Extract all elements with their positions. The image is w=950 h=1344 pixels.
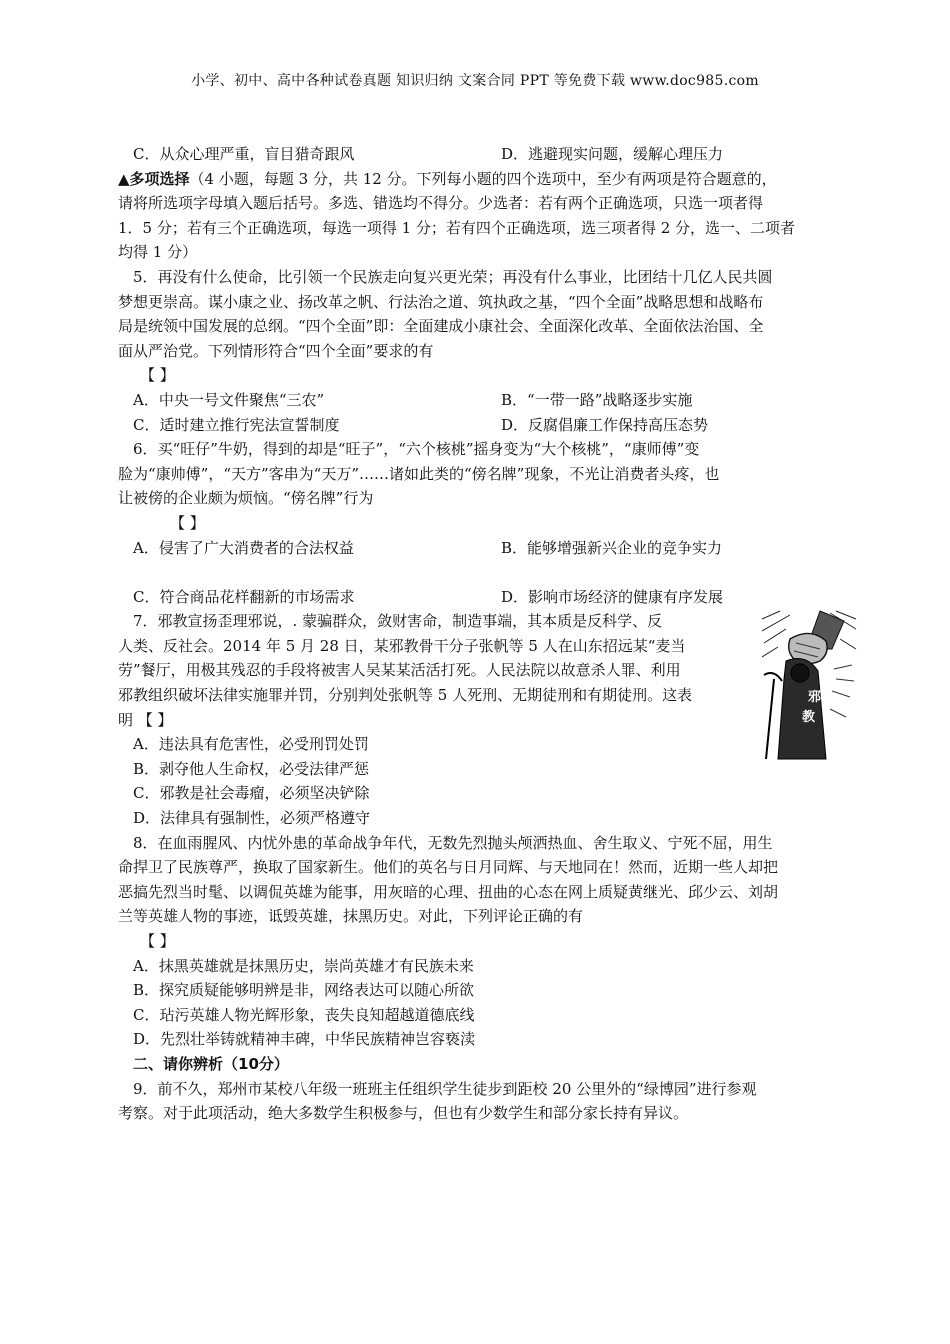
q4-option-d: D．逃避现实问题，缓解心理压力	[501, 145, 724, 163]
q7-option-c: C．邪教是社会毒瘤，必须坚决铲除	[133, 784, 370, 803]
q8-answer-bracket[interactable]: 【 】	[140, 932, 175, 950]
q5-stem-4: 面从严治党。下列情形符合“四个全面”要求的有	[118, 341, 434, 360]
q7-block	[118, 609, 858, 830]
page-header: 小学、初中、高中各种试卷真题 知识归纳 文案合同 PPT 等免费下载 www.doc985.com	[191, 73, 759, 89]
q6-stem-1: 6．买“旺仔”牛奶，得到的却是“旺子”，“六个核桃”摇身变为“大个核桃”，“康师傅”变	[133, 440, 700, 459]
spacer	[118, 560, 858, 585]
q6-stem-2: 脸为“康帅傅”，“天方”客串为“天万”……诸如此类的“傍名牌”现象，不光让消费者头疼，也	[118, 464, 720, 483]
q7-stem-2: 人类、反社会。2014 年 5 月 28 日，某邪教骨干分子张帆等 5 人在山东招远某“麦当	[118, 636, 686, 655]
q9-stem-2: 考察。对于此项活动，绝大多数学生积极参与，但也有少数学生和部分家长持有异议。	[118, 1104, 689, 1123]
section-multi-title: ▲多项选择	[118, 169, 190, 188]
q8-option-b: B．探究质疑能够明辨是非，网络表达可以随心所欲	[133, 981, 475, 1000]
q5-option-d: D．反腐倡廉工作保持高压态势	[501, 415, 709, 434]
q6-option-b: B．能够增强新兴企业的竞争实力	[501, 538, 723, 557]
q8-option-d: D．先烈壮举铸就精神丰碑，中华民族精神岂容亵渎	[133, 1030, 476, 1049]
cult-cartoon-image	[760, 609, 858, 769]
q8-option-a: A．抹黑英雄就是抹黑历史，崇尚英雄才有民族未来	[133, 956, 474, 975]
q5-stem-1: 5．再没有什么使命，比引领一个民族走向复兴更光荣；再没有什么事业，比团结十几亿人民共圆	[133, 267, 773, 286]
section-multi-desc-3: 1．5 分；若有三个正确选项，每选一项得 1 分；若有四个正确选项，选三项者得 2 分，选一、二项者	[118, 218, 796, 237]
q6-answer-bracket[interactable]: 【 】	[170, 513, 205, 532]
q6-option-d: D．影响市场经济的健康有序发展	[501, 587, 724, 606]
q6-stem-3: 让被傍的企业颇为烦恼。“傍名牌”行为	[118, 489, 374, 508]
cartoon-label-2: 教	[802, 710, 816, 726]
q7-stem-3: 劳”餐厅，用极其残忍的手段将被害人吴某某活活打死。人民法院以故意杀人罪、利用	[118, 661, 681, 680]
q7-stem-5: 明 【 】	[118, 710, 173, 729]
section-multi-header	[118, 167, 858, 192]
section-multi-desc-4: 均得 1 分）	[118, 243, 198, 262]
q8-stem-1: 8．在血雨腥风、内忧外患的革命战争年代，无数先烈抛头颅洒热血、舍生取义、宁死不屈，用生	[133, 833, 773, 852]
q9-stem-1: 9．前不久，郑州市某校八年级一班班主任组织学生徒步到距校 20 公里外的“绿博园”进行参观	[133, 1079, 757, 1098]
q5-options-ab	[118, 388, 858, 413]
q5-option-a: A．中央一号文件聚焦“三农”	[133, 390, 325, 409]
q8-stem-4: 兰等英雄人物的事迹，诋毁英雄，抹黑历史。对此，下列评论正确的有	[118, 907, 584, 926]
q6-options-ab	[118, 536, 858, 561]
q5-stem-2: 梦想更崇高。谋小康之业、扬改革之帆、行法治之道、筑执政之基，“四个全面”战略思想和战略布	[118, 292, 764, 311]
q4-option-c: C．从众心理严重，盲目猎奇跟风	[133, 145, 355, 163]
q7-option-b: B．剥夺他人生命权，必受法律严惩	[133, 759, 370, 778]
q6-option-c: C．符合商品花样翻新的市场需求	[133, 587, 355, 606]
q7-stem-4: 邪教组织破坏法律实施罪并罚，分别判处张帆等 5 人死刑、无期徒刑和有期徒刑。这表	[118, 686, 693, 705]
q6-option-a: A．侵害了广大消费者的合法权益	[133, 538, 354, 557]
q6-options-cd	[118, 585, 858, 610]
q5-options-cd	[118, 413, 858, 438]
q5-stem-3: 局是统领中国发展的总纲。“四个全面”即：全面建成小康社会、全面深化改革、全面依法治国、全	[118, 317, 764, 336]
section2-title: 二、请你辨析（10分）	[133, 1054, 289, 1073]
q5-answer-bracket[interactable]: 【 】	[140, 366, 175, 385]
q5-option-b: B．“一带一路”战略逐步实施	[501, 390, 693, 409]
q4-options-cd	[118, 142, 858, 167]
q8-option-c: C．玷污英雄人物光辉形象，丧失良知超越道德底线	[133, 1005, 475, 1024]
q7-option-a: A．违法具有危害性，必受刑罚处罚	[133, 735, 369, 754]
exam-content	[118, 142, 858, 1126]
section-multi-desc-2: 请将所选项字母填入题后括号。多选、错选均不得分。少选者：若有两个正确选项，只选一项者得	[118, 194, 764, 213]
cartoon-label-1: 邪	[808, 690, 822, 706]
q8-stem-2: 命捍卫了民族尊严，换取了国家新生。他们的英名与日月同辉、与天地同在！然而，近期一些人却把	[118, 858, 779, 877]
q5-option-c: C．适时建立推行宪法宣誓制度	[133, 415, 340, 434]
q7-stem-1: 7．邪教宣扬歪理邪说，. 蒙骗群众，敛财害命，制造事端，其本质是反科学、反	[133, 612, 663, 631]
q8-stem-3: 恶搞先烈当时髦、以调侃英雄为能事，用灰暗的心理、扭曲的心态在网上质疑黄继光、邱少云、刘胡	[118, 882, 779, 901]
q7-option-d: D．法律具有强制性，必须严格遵守	[133, 809, 371, 828]
section-multi-desc-1: （4 小题，每题 3 分，共 12 分。下列每小题的四个选项中，至少有两项是符合题意的，	[189, 169, 777, 188]
